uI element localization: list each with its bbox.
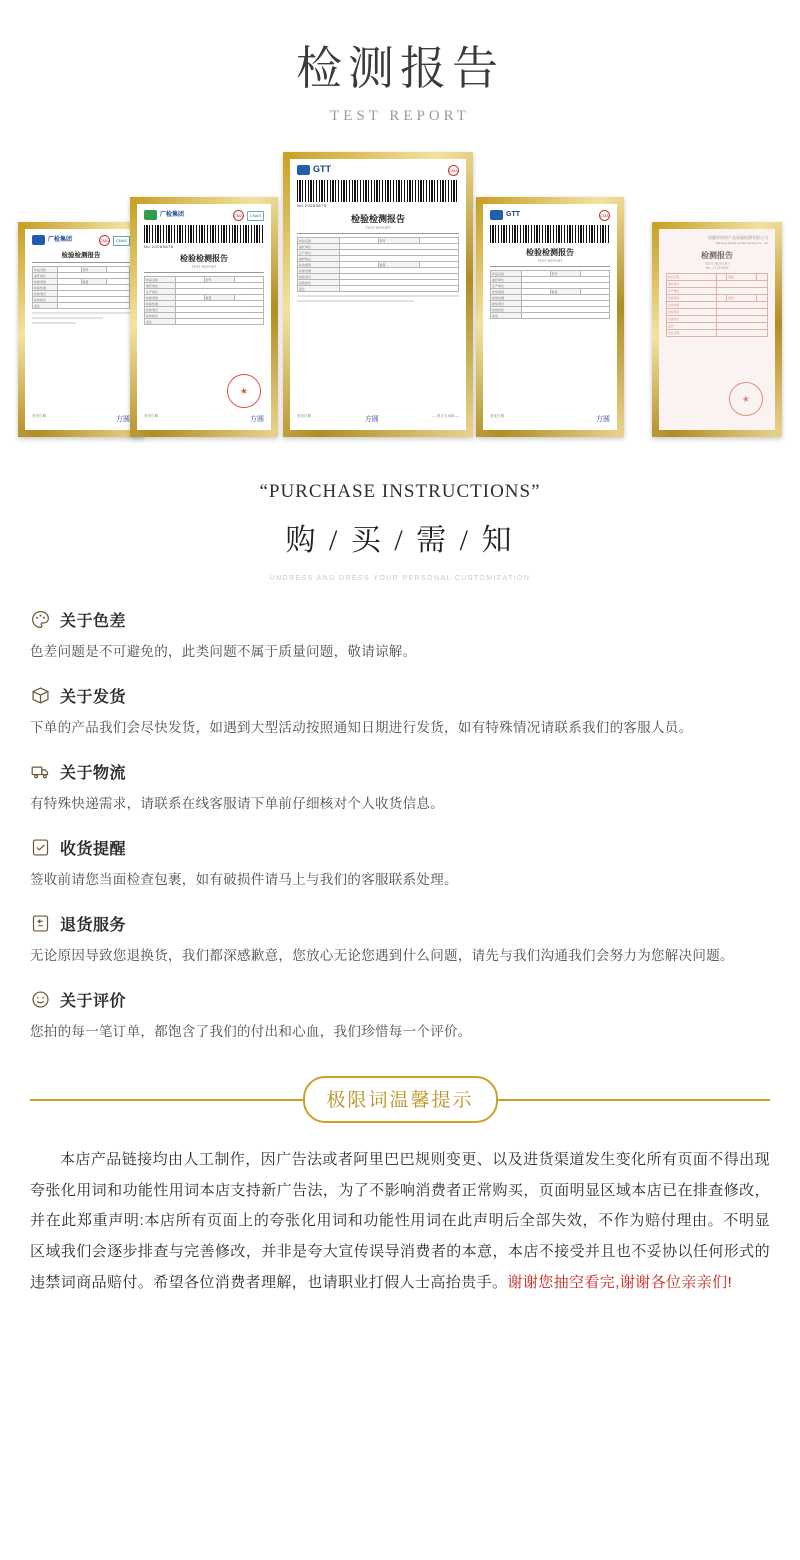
certificate-2-badges (233, 210, 264, 221)
certificate-1-table: 样品名称 型号 委托单位 检验类别 数量 检验依据 检验项目 检验结论 备注 (32, 266, 130, 309)
cnas-badge-icon: CNAS (247, 211, 264, 221)
gtt-logo (490, 210, 520, 220)
certificate-5-table: 样品名称 规格 委托单位 生产单位 检验类别 数量 检验依据 检验项目 检验结论 备注 签发日期 (666, 273, 768, 337)
note-body: 有特殊快递需求，请联系在线客服请下单前仔细核对个人收货信息。 (30, 795, 444, 811)
disclaimer-text (30, 1145, 770, 1299)
cnas-badge-icon: CNAS (113, 236, 130, 246)
certificate-4-brand: GTT (506, 211, 520, 219)
certificate-1-brand: 广检集团 (48, 236, 73, 243)
note-header (30, 836, 770, 859)
certificate-3[interactable] (283, 152, 473, 437)
note-title: 关于色差 (60, 613, 127, 630)
certificate-3-footer-left: 签发日期 (297, 414, 311, 418)
certificate-3-signature-row (297, 414, 459, 424)
certificate-5-brand-en: Nantong Textile Quality Testing Co., Ltd (715, 241, 768, 245)
certificate-4-badges (599, 210, 610, 221)
certificate-1-header (32, 235, 130, 246)
purchase-en-title: “PURCHASE INSTRUCTIONS” (259, 481, 541, 502)
certificate-5-brand: 浙疆华纺织产品质量检测有限公司 (708, 235, 768, 240)
certificate-3-badges (448, 165, 459, 176)
certificate-2-title: 检验检测报告 (180, 254, 228, 263)
certificate-3-title: 检验检测报告 (350, 214, 405, 224)
certificate-5-title: 检测报告 (701, 250, 733, 260)
certificate-1-title: 检验检测报告 (61, 252, 101, 259)
certificate-1-lines (32, 312, 130, 324)
note-item (30, 988, 770, 1045)
certificate-1-footer-left: 签发日期 (32, 414, 46, 418)
cma-badge-icon: CMA (233, 210, 244, 221)
certificate-5-content (659, 229, 775, 430)
certificate-5-number: No. 17133405 (705, 265, 729, 270)
certificate-3-header (297, 165, 459, 176)
certificate-4-barcode (490, 225, 610, 243)
logo-mark-icon (490, 210, 503, 220)
banner-rule-left (30, 1099, 303, 1101)
note-body: 您拍的每一笔订单，都饱含了我们的付出和心血，我们珍惜每一个评价。 (30, 1023, 472, 1039)
certificate-3-content (290, 159, 466, 430)
purchase-cn-title: 购 / 买 / 需 / 知 (285, 524, 515, 557)
cma-badge-icon: CMA (599, 210, 610, 221)
certificate-2-signature: 方圆 (250, 415, 264, 423)
note-header (30, 608, 770, 631)
certificate-1-signature-row (32, 414, 130, 424)
certificate-4-footer-left: 签发日期 (490, 414, 504, 418)
note-item (30, 684, 770, 741)
gttc-logo (32, 235, 72, 245)
certificate-2-brand: 广检集团 (160, 211, 185, 218)
certificate-1-badges (99, 235, 130, 246)
return-icon (30, 913, 51, 934)
smiley-icon (30, 989, 51, 1010)
note-item (30, 608, 770, 665)
divider (32, 262, 130, 263)
certificate-4-reflection (483, 430, 617, 437)
notes-list (0, 582, 800, 1045)
palette-icon (30, 609, 51, 630)
truck-icon (30, 761, 51, 782)
certificate-3-brand: GTT (313, 164, 331, 175)
certificate-4-title: 检验检测报告 (526, 248, 574, 257)
certificate-1-signature: 方圆 (116, 415, 130, 423)
certificate-3-subtitle: TEST REPORT (365, 226, 391, 230)
certificate-4-signature: 方圆 (596, 415, 610, 423)
certificate-3-barcode (297, 180, 459, 202)
certificate-4-subtitle: TEST REPORT (537, 259, 563, 263)
logo-mark-icon (32, 235, 45, 245)
note-header (30, 988, 770, 1011)
certificate-2-table: 样品名称 型号 委托单位 生产单位 检验类别 数量 检验依据 检验项目 检验结论 备注 (144, 276, 264, 325)
certificate-3-reflection (290, 430, 466, 437)
certificate-4-content (483, 204, 617, 430)
banner-rule-right (498, 1099, 771, 1101)
certificate-2-content (137, 204, 271, 430)
disclaimer-banner (30, 1075, 770, 1125)
official-stamp-icon (726, 379, 766, 419)
cma-badge-icon: CMA (448, 165, 459, 176)
disclaimer-section (0, 1075, 800, 1299)
certificate-5-reflection (659, 430, 775, 437)
divider (490, 266, 610, 267)
official-stamp-icon (224, 371, 264, 411)
certificate-4-table: 样品名称 型号 委托单位 生产单位 检验类别 数量 检验依据 检验项目 检验结论 备注 (490, 270, 610, 319)
certificate-2-header (144, 210, 264, 221)
page-subtitle: TEST REPORT (330, 108, 470, 124)
logo-mark-icon (144, 210, 157, 220)
certificate-3-lines (297, 295, 459, 302)
certificate-5-subtitle: TEST REPORT (704, 261, 730, 266)
gttc-logo (144, 210, 184, 220)
certificate-2-barcode (144, 225, 264, 243)
package-icon (30, 685, 51, 706)
certificate-2-signature-row (144, 414, 264, 424)
certificate-3-table: 样品名称 型号 委托单位 生产单位 抽样地点 检验类别 数量 检验依据 检验项目 检验结论 备注 (297, 237, 459, 292)
certificate-1[interactable] (18, 222, 144, 437)
certificate-gallery (0, 147, 800, 477)
purchase-tagline: UNDRESS AND DRESS YOUR PERSONAL CUSTOMIZATION (269, 575, 531, 582)
certificate-3-signature: 方圆 (364, 415, 379, 423)
certificate-1-content (25, 229, 137, 430)
note-title: 关于物流 (60, 764, 127, 782)
certificate-2[interactable] (130, 197, 278, 437)
certificate-4-header (490, 210, 610, 221)
certificate-4-signature-row (490, 414, 610, 424)
checklist-icon (30, 837, 51, 858)
note-title: 退货服务 (60, 916, 127, 934)
gtt-logo (297, 165, 331, 175)
certificate-3-barcode-number: No.20065675 (297, 203, 327, 208)
certificate-3-footer-right: — 报告专用章 — (432, 414, 459, 418)
note-title: 关于发货 (60, 688, 127, 706)
stamp-star-icon: ★ (740, 392, 751, 405)
disclaimer-banner-label: 极限词温馨提示 (303, 1076, 498, 1123)
certificate-2-reflection (137, 430, 271, 437)
divider (144, 272, 264, 273)
note-title: 收货提醒 (60, 840, 127, 858)
note-body: 无论原因导致您退换货，我们都深感歉意，您放心无论您遇到什么问题，请先与我们沟通我们会努力为您解决问题。 (30, 947, 734, 963)
note-body: 色差问题是不可避免的，此类问题不属于质量问题，敬请谅解。 (30, 644, 417, 659)
purchase-instructions-header (0, 481, 800, 582)
certificate-2-subtitle: TEST REPORT (191, 265, 217, 269)
certificate-2-footer-left: 签发日期 (144, 414, 158, 418)
stamp-star-icon: ★ (238, 384, 249, 397)
note-item (30, 760, 770, 817)
note-item (30, 836, 770, 893)
note-title: 关于评价 (60, 992, 127, 1010)
note-item (30, 912, 770, 969)
note-header (30, 760, 770, 783)
note-header (30, 684, 770, 707)
disclaimer-highlight: 谢谢您抽空看完,谢谢各位亲亲们! (507, 1273, 733, 1291)
certificate-5[interactable] (652, 222, 782, 437)
certificate-2-barcode-number: No.20065675 (144, 244, 174, 249)
certificate-1-reflection (25, 430, 137, 437)
note-body: 签收前请您当面检查包裹，如有破损件请马上与我们的客服联系处理。 (30, 871, 458, 887)
cma-badge-icon: CMA (99, 235, 110, 246)
note-body: 下单的产品我们会尽快发货，如遇到大型活动按照通知日期进行发货，如有特殊情况请联系我们的客服人员。 (30, 719, 693, 735)
disclaimer-paragraph: 本店产品链接均由人工制作，因广告法或者阿里巴巴规则变更、以及进货渠道发生变化所有页面不得出现夸张化用词和功能性用词本店支持新广告法，为了不影响消费者正常购买，页面明显区域本店已在排查修改，并在此郑重声明:本店所有页面上的夸张化用词和功能性用词在此声明后全部失效，不作为赔付理由。不明显区域我们会逐步排查与完善修改，并非是夸大宣传误导消费者的本意，本店不接受并且也不妥协以任何形式的违禁词商品赔付。希望各位消费者理解，也请职业打假人士高抬贵手。 (30, 1150, 770, 1291)
page-title: 检测报告 (296, 43, 504, 94)
logo-mark-icon (297, 165, 310, 175)
certificate-4[interactable] (476, 197, 624, 437)
divider (297, 233, 459, 234)
note-header (30, 912, 770, 935)
